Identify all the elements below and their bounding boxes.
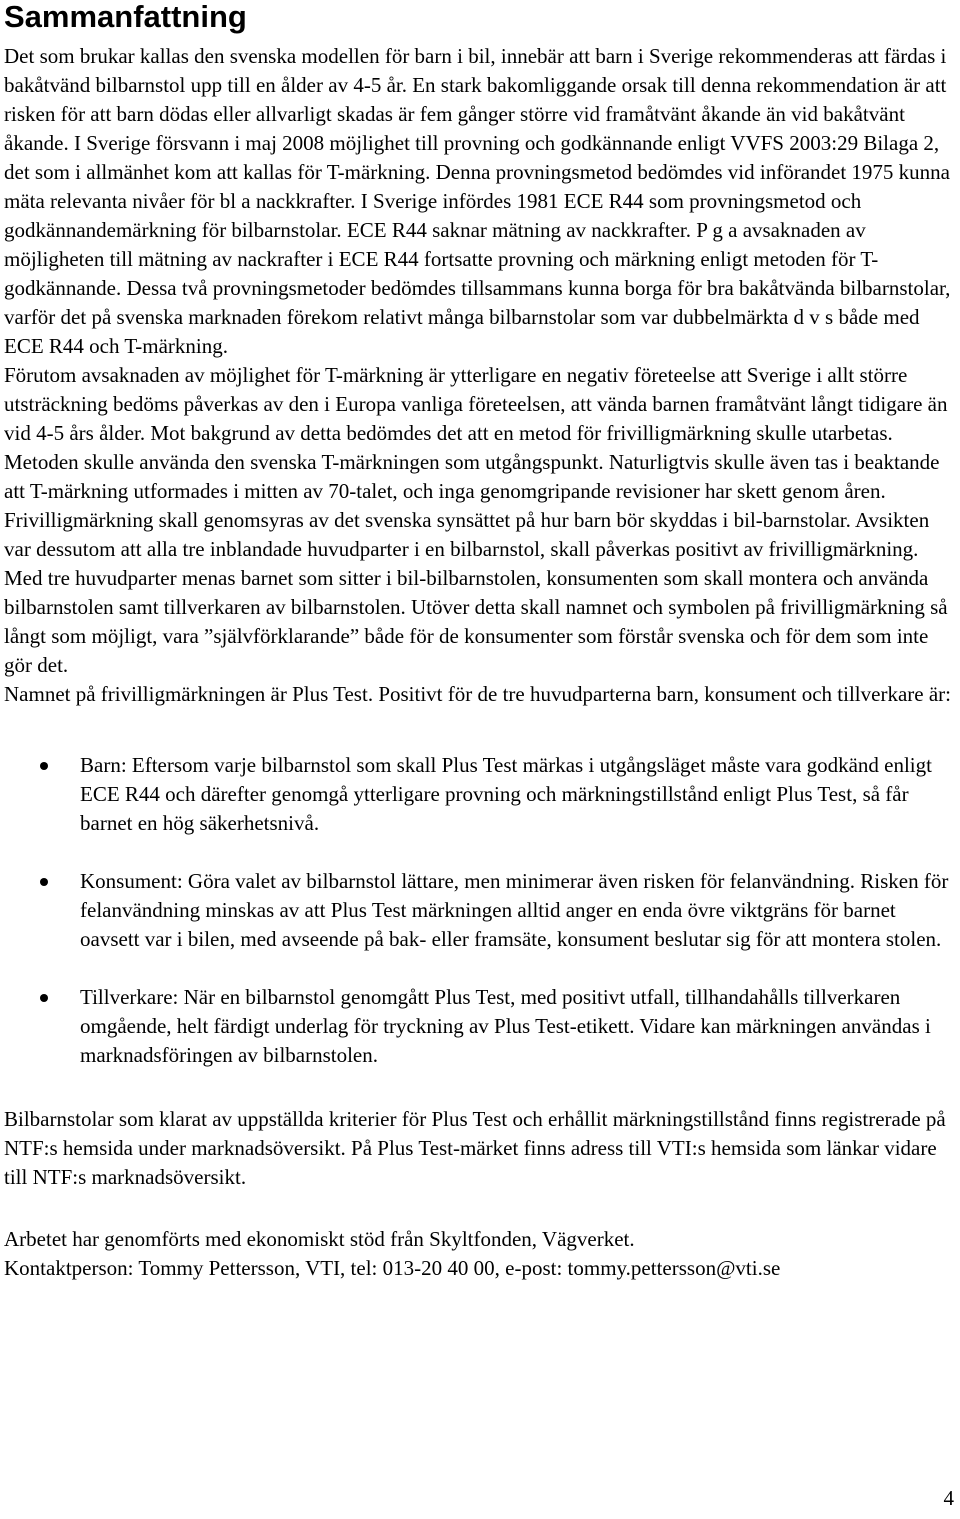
paragraph-intro: Det som brukar kallas den svenska modellen för barn i bil, innebär att barn i Sverige rekommenderas att färdas i bakåtvänd bilbarnstol upp till en ålder av 4-5 år. En stark bakomliggande orsak till denna rekommendation är att risken för att barn dödas eller allvarligt skadas är fem gånger större vid framåtvänt åkande än vid bakåtvänt åkande. I Sverige försvann i maj 2008 möjlighet till provning och godkännande enligt VVFS 2003:29 Bilaga 2, det som i allmänhet kom att kallas för T-märkning. Denna provningsmetod bedömdes vid införandet 1975 kunna mäta relevanta nivåer för bl a nackkrafter. I Sverige infördes 1981 ECE R44 som provningsmetod och godkännandemärkning för bilbarnstolar. ECE R44 saknar mätning av nackkrafter. P g a avsaknaden av möjligheten till mätning av nackrafter i ECE R44 fortsatte provning och märkning enligt metoden för T-godkännande. Dessa två provningsmetoder bedömdes tillsammans kunna borga för bra bakåtvända bilbarnstolar, varför det på svenska marknaden förekom relativt många bilbarnstolar som var dubbelmärkta d v s både med ECE R44 och T-märkning. [4, 44, 951, 358]
bullet-icon [40, 762, 48, 770]
document-page [4, 0, 954, 1283]
list-item-text: Tillverkare: När en bilbarnstol genomgått Plus Test, med positivt utfall, tillhandahålls tillverkaren omgående, helt färdigt underlag för tryckning av Plus Test-etikett. Vidare kan märkningen användas i marknadsföringen av bilbarnstolen. [80, 985, 931, 1067]
funding-line: Arbetet har genomförts med ekonomiskt stöd från Skyltfonden, Vägverket. [4, 1227, 635, 1251]
bullet-icon [40, 878, 48, 886]
list-item-konsument [4, 867, 954, 954]
paragraph-background: Förutom avsaknaden av möjlighet för T-märkning är ytterligare en negativ företeelse att Sverige i allt större utsträckning bedöms påverkas av den i Europa vanliga företeelsen, att vända barnen framåtvänt långt tidigare än vid 4-5 års ålder. Mot bakgrund av detta bedömdes det att en metod för frivilligmärkning skulle utarbetas. Metoden skulle använda den svenska T-märkningen som utgångspunkt. Naturligtvis skulle även tas i beaktande att T-märkning utformades i mitten av 70-talet, och inga genomgripande revisioner har skett genom åren. Frivilligmärkning skall genomsyras av det svenska synsättet på hur barn bör skyddas i bil-barnstolar. Avsikten var dessutom att alla tre inblandade huvudparter i en bilbarnstol, skall påverkas positivt av frivilligmärkning. Med tre huvudparter menas barnet som sitter i bil-bilbarnstolen, konsumenten som skall montera och använda bilbarnstolen samt tillverkaren av bilbarnstolen. Utöver detta skall namnet och symbolen på frivilligmärkning så långt som möjligt, vara ”självförklarande” både för de konsumenter som förstår svenska och för dem som inte gör det. [4, 363, 948, 677]
list-item-tillverkare [4, 983, 954, 1070]
paragraph-closing: Bilbarnstolar som klarat av uppställda kriterier för Plus Test och erhållit märkningstillstånd finns registrerade på NTF:s hemsida under marknadsöversikt. På Plus Test-märket finns adress till VTI:s hemsida som länkar vidare till NTF:s marknadsöversikt. [4, 1107, 946, 1189]
contact-line: Kontaktperson: Tommy Pettersson, VTI, tel: 013-20 40 00, e-post: tommy.pettersson@vti.se [4, 1256, 781, 1280]
page-number: 4 [943, 1486, 954, 1510]
list-item-barn [4, 751, 954, 838]
paragraph-plus-test-intro: Namnet på frivilligmärkningen är Plus Test. Positivt för de tre huvudparterna barn, konsument och tillverkare är: [4, 682, 951, 706]
list-item-text: Konsument: Göra valet av bilbarnstol lättare, men minimerar även risken för felanvändning. Risken för felanvändning minskas av att Plus Test märkningen alltid anger en enda övre viktgräns för barnet oavsett var i bilen, med avseende på bak- eller framsäte, konsument beslutar sig för att montera stolen. [80, 869, 949, 951]
bullet-icon [40, 994, 48, 1002]
list-item-text: Barn: Eftersom varje bilbarnstol som skall Plus Test märkas i utgångsläget måste vara godkänd enligt ECE R44 och därefter genomgå ytterligare provning och märkningstillstånd enligt Plus Test, så får barnet en hög säkerhetsnivå. [80, 753, 932, 835]
section-heading: Sammanfattning [4, 0, 247, 34]
benefits-list [4, 751, 954, 1070]
